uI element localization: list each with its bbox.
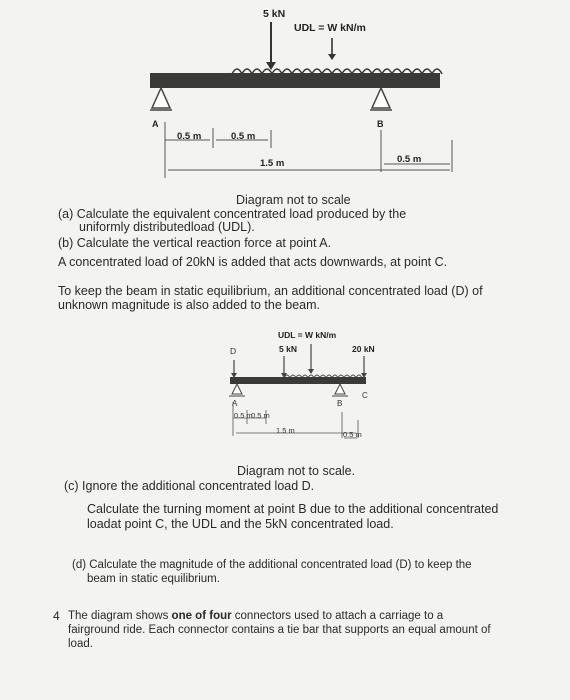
equilibrium-line-1: To keep the beam in static equilibrium, an additional concentrated load (D) of xyxy=(58,284,483,298)
label-c: C xyxy=(362,391,368,400)
beam-diagram-1 xyxy=(0,0,570,200)
dim-05-mid: 0.5 m xyxy=(231,131,256,142)
load-5kn-label-2: 5 kN xyxy=(279,344,297,354)
part-c-line-1: (c) Ignore the additional concentrated load D. xyxy=(64,479,315,493)
question-4-number: 4 xyxy=(53,609,60,623)
support-b-2 xyxy=(335,384,345,394)
dim-05-mid-2: 0.5 m xyxy=(251,411,270,420)
label-b-2: B xyxy=(337,399,343,408)
part-d-line-1: (d) Calculate the magnitude of the additional concentrated load (D) to keep the xyxy=(72,559,472,571)
part-b: (b) Calculate the vertical reaction force at point A. xyxy=(58,236,332,250)
dim-15-2: 1.5 m xyxy=(276,426,295,435)
part-c-line-3: loadat point C, the UDL and the 5kN concentrated load. xyxy=(87,517,394,531)
beam-1 xyxy=(150,73,440,88)
dim-05-left: 0.5 m xyxy=(177,131,202,142)
q4-line1-post: connectors used to attach a carriage to a xyxy=(231,610,444,622)
support-a xyxy=(152,88,170,108)
label-b: B xyxy=(377,119,384,129)
dim-15: 1.5 m xyxy=(260,158,285,169)
part-a-line-2: uniformly distributedload (UDL). xyxy=(79,220,255,234)
q4-line1-bold: one of four xyxy=(171,610,232,622)
label-a-2: A xyxy=(232,399,238,408)
load-5kn-label: 5 kN xyxy=(263,8,286,20)
label-a: A xyxy=(152,119,159,129)
udl-label-2: UDL = W kN/m xyxy=(278,330,337,340)
part-c-line-2: Calculate the turning moment at point B due to the additional concentrated xyxy=(87,502,499,516)
label-d: D xyxy=(230,346,237,356)
equilibrium-line-2: unknown magnitude is also added to the beam. xyxy=(58,298,320,312)
question-4-line-3: load. xyxy=(68,638,93,650)
q4-line1-pre: The diagram shows xyxy=(68,610,172,622)
dim-05-right-2: 0.5 m xyxy=(343,430,362,439)
diagram-1-caption: Diagram not to scale xyxy=(236,193,351,207)
beam-2 xyxy=(230,377,366,384)
diagram-2-caption: Diagram not to scale. xyxy=(237,464,356,478)
part-d-line-2: beam in static equilibrium. xyxy=(87,573,220,585)
beam-diagram-2 xyxy=(0,320,570,460)
load-20kn-label: 20 kN xyxy=(352,344,375,354)
question-4-line-1 xyxy=(68,609,443,623)
support-a-2 xyxy=(232,384,242,394)
question-4-line-2: fairground ride. Each connector contains a tie bar that supports an equal amount of xyxy=(68,624,491,636)
dim-05-left-2: 0.5 m xyxy=(234,411,253,420)
dim-05-right: 0.5 m xyxy=(397,154,422,165)
support-b xyxy=(372,88,390,108)
added-load-text: A concentrated load of 20kN is added that acts downwards, at point C. xyxy=(58,255,448,269)
udl-label: UDL = W kN/m xyxy=(294,22,366,34)
part-a-line-1: (a) Calculate the equivalent concentrated load produced by the xyxy=(58,207,407,221)
